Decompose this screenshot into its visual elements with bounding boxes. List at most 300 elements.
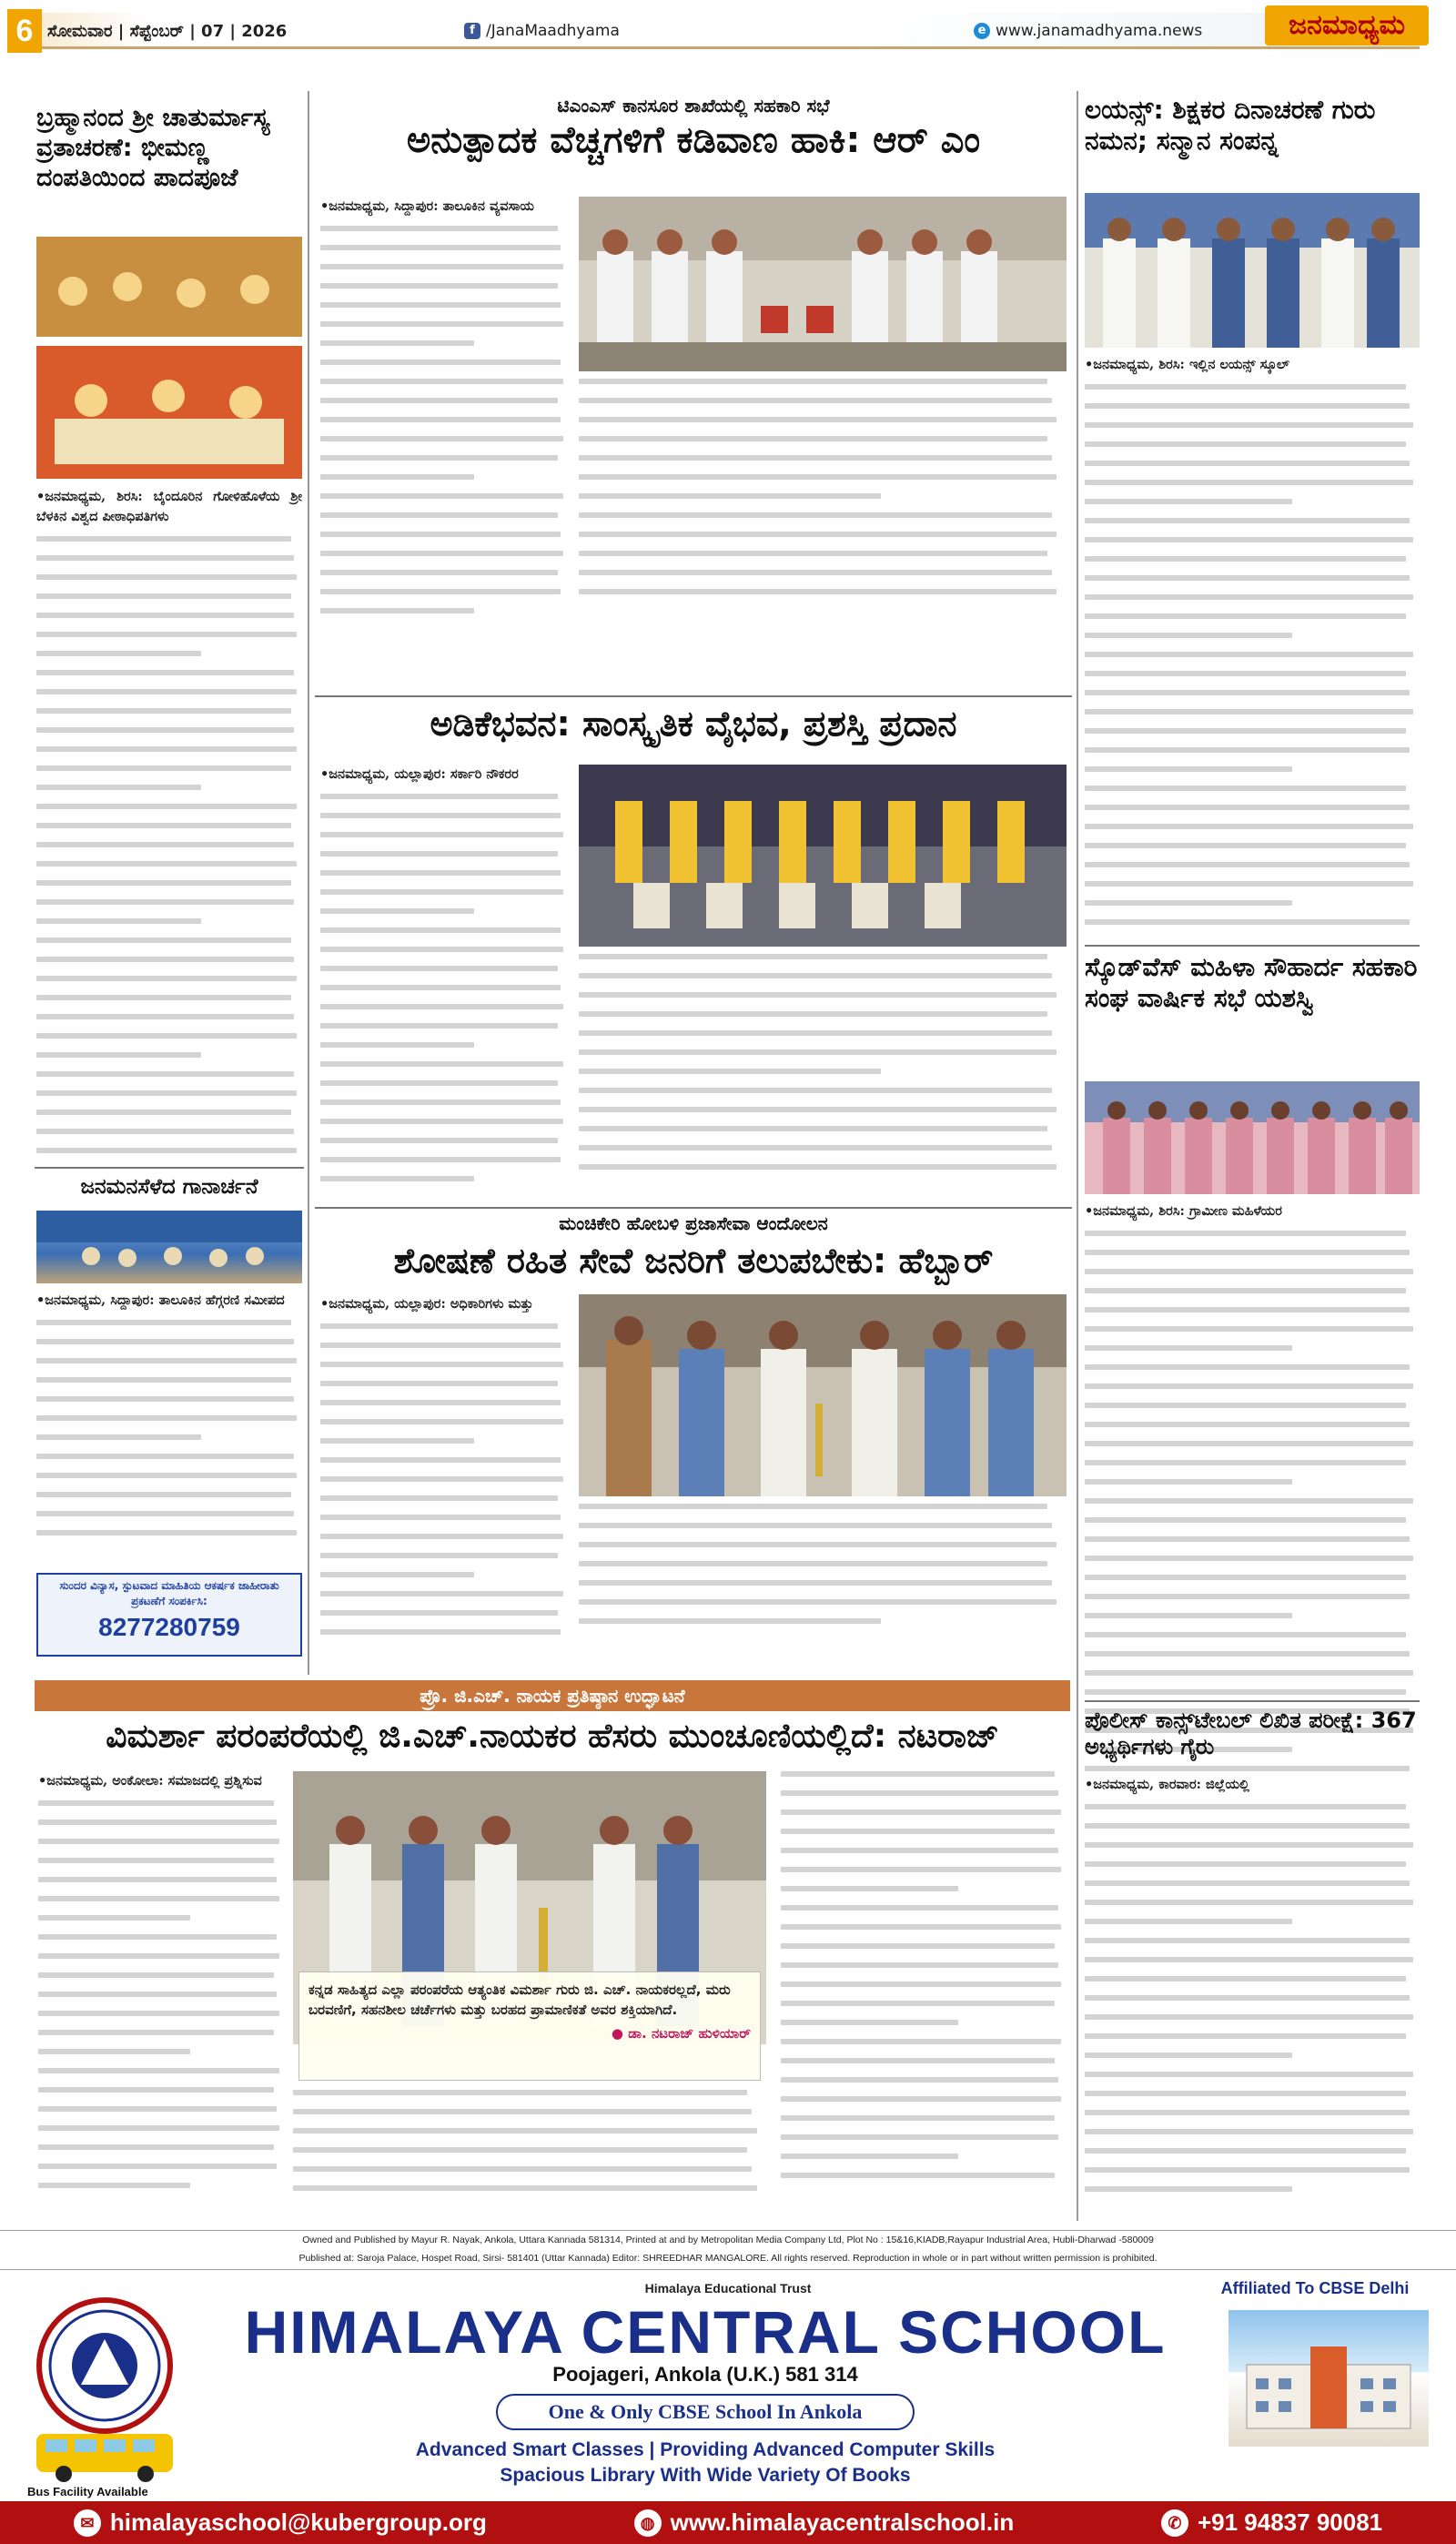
cooperative-society-photo <box>1085 1081 1420 1194</box>
text-line <box>579 1523 1052 1528</box>
text-line <box>1085 805 1410 810</box>
photo-caption-box <box>298 1971 761 2081</box>
text-line <box>1085 728 1406 734</box>
text-line <box>38 1972 274 1978</box>
text-line <box>36 861 297 867</box>
text-line <box>38 2183 190 2188</box>
text-line <box>781 1829 1055 1834</box>
story-title: ಲಯನ್ಸ್: ಶಿಕ್ಷಕರ ದಿನಾಚರಣೆ ಗುರು ನಮನ; ಸನ್ಮಾನ ಸಂಪನ್ನ <box>1085 95 1376 157</box>
text-line <box>38 2087 274 2093</box>
text-line <box>579 1107 1057 1112</box>
text-line <box>1085 1861 1406 1867</box>
text-line <box>36 1339 294 1344</box>
text-line <box>320 283 558 289</box>
imprint-line-1: Owned and Published by Mayur R. Nayak, Ankola, Uttara Kannada 581314, Printed at and by Metropolitan Media Company Ltd, Plot No : 15&16,KIADB,Rayapur Industrial Area, Hubli-Dharwad -580009 <box>302 2235 1154 2245</box>
text-line <box>781 2058 1055 2063</box>
cooperative-society-art <box>1085 1081 1420 1194</box>
story-text-lines <box>1085 1804 1420 2214</box>
text-line <box>1085 785 1406 791</box>
text-line <box>579 1126 1047 1131</box>
text-line <box>579 1561 1047 1566</box>
school-building-photo <box>1228 2310 1429 2447</box>
text-line <box>38 2106 277 2112</box>
text-line <box>1085 1517 1406 1523</box>
article-body <box>320 1294 568 1658</box>
text-line <box>320 1610 558 1616</box>
text-line <box>320 1323 558 1329</box>
text-line <box>36 746 297 752</box>
globe-icon: e <box>974 23 990 39</box>
text-line <box>781 2173 1055 2178</box>
text-line <box>320 947 563 952</box>
text-line <box>320 360 561 365</box>
text-line <box>320 1119 563 1124</box>
text-line <box>781 1867 1061 1872</box>
bus-icon <box>27 2428 191 2485</box>
story-lead: •ಜನಮಾಧ್ಯಮ, ಕಾರವಾರ: ಜಿಲ್ಲೆಯಲ್ಲಿ <box>1085 1777 1249 1792</box>
text-line <box>1085 556 1406 562</box>
article-body <box>320 765 568 1201</box>
text-line <box>36 670 294 675</box>
text-line <box>36 918 201 924</box>
article-text-lines <box>38 1800 284 2217</box>
text-line <box>38 1858 274 1863</box>
text-line <box>1085 2110 1410 2115</box>
text-line <box>36 613 294 618</box>
contact-strip <box>0 2501 1456 2544</box>
text-line <box>293 2128 757 2134</box>
text-line <box>293 2166 752 2172</box>
story-lead: •ಜನಮಾಧ್ಯಮ, ಶಿರಸಿ: ಗ್ರಾಮೀಣ ಮಹಿಳೆಯರ <box>1085 1203 1282 1219</box>
text-line <box>320 417 561 422</box>
text-line <box>293 2109 752 2114</box>
website-text: www.janamadhyama.news <box>996 22 1203 40</box>
caption-author: ● ಡಾ. ನಟರಾಜ್ ಹುಳಿಯಾರ್ <box>611 2025 751 2042</box>
text-line <box>320 1495 558 1501</box>
story-body <box>1085 1775 1420 2214</box>
text-line <box>1085 1288 1406 1293</box>
bus-icon-art <box>27 2428 191 2485</box>
text-line <box>36 555 294 561</box>
website-link[interactable] <box>974 22 1202 40</box>
text-line <box>36 1358 297 1363</box>
text-line <box>36 708 291 714</box>
article-lead: •ಜನಮಾಧ್ಯಮ, ಅಂಕೋಲಾ: ಸಮಾಜದಲ್ಲಿ ಪ್ರಶ್ನಿಸುವ <box>38 1773 262 1789</box>
text-line <box>36 1492 291 1497</box>
text-line <box>320 1042 474 1048</box>
ceremony-photo <box>36 237 302 479</box>
text-line <box>781 2039 1061 2044</box>
text-line <box>320 340 474 346</box>
text-line <box>1085 1670 1413 1676</box>
phone-text: +91 94837 90081 <box>1197 2509 1383 2536</box>
text-line <box>579 1599 1057 1605</box>
text-line <box>1085 2129 1413 2134</box>
text-line <box>1085 1938 1410 1943</box>
article-text-lines <box>293 2090 766 2208</box>
text-line <box>320 321 563 327</box>
text-line <box>781 2096 1061 2102</box>
text-line <box>36 765 291 771</box>
text-line <box>781 1809 1061 1815</box>
text-line <box>293 2185 757 2191</box>
article-divider <box>315 695 1072 697</box>
text-line <box>781 1790 1058 1796</box>
text-line <box>1085 2014 1413 2020</box>
text-line <box>1085 766 1292 772</box>
text-line <box>36 1148 297 1153</box>
article-headline: ಅಡಿಕೆಭವನ: ಸಾಂಸ್ಕೃತಿಕ ವೈಭವ, ಪ್ರಶಸ್ತಿ ಪ್ರದಾನ <box>430 704 957 744</box>
text-line <box>36 536 291 542</box>
article-lead: •ಜನಮಾಧ್ಯಮ, ಯಲ್ಲಾಪುರ: ಸರ್ಕಾರಿ ನೌಕರರ <box>320 766 519 782</box>
text-line <box>579 1164 1057 1170</box>
award-ceremony-art <box>579 765 1067 947</box>
text-line <box>320 398 558 403</box>
text-line <box>38 2030 274 2035</box>
text-line <box>579 398 1052 403</box>
text-line <box>36 1473 297 1478</box>
column-divider <box>308 91 309 1675</box>
text-line <box>1085 671 1406 676</box>
text-line <box>1085 1900 1413 1905</box>
article-body-cont <box>579 1504 1067 1658</box>
text-line <box>781 2077 1058 2083</box>
text-line <box>1085 2052 1292 2058</box>
text-line <box>781 2115 1055 2121</box>
article-text-lines <box>781 1771 1067 2208</box>
text-line <box>781 1943 1055 1949</box>
article-body-cont <box>579 379 1067 633</box>
phone-link[interactable] <box>1161 2509 1382 2537</box>
text-line <box>320 1553 558 1558</box>
text-line <box>38 2068 279 2073</box>
text-line <box>781 1905 1058 1911</box>
school-logo <box>36 2297 173 2434</box>
article-text-lines <box>579 379 1067 624</box>
text-line <box>1085 747 1410 753</box>
text-line <box>320 908 474 914</box>
text-line <box>579 1504 1047 1509</box>
text-line <box>320 1515 561 1520</box>
text-line <box>1085 1383 1413 1389</box>
story-body <box>1085 355 1420 938</box>
facebook-icon: f <box>464 23 480 39</box>
text-line <box>579 589 1057 594</box>
text-line <box>320 851 558 856</box>
text-line <box>1085 919 1410 925</box>
article-body-cont <box>293 2090 766 2217</box>
text-line <box>1085 1326 1413 1332</box>
text-line <box>320 1457 561 1463</box>
page-header <box>0 0 1456 73</box>
text-line <box>320 1004 563 1009</box>
text-line <box>1085 1804 1406 1809</box>
text-line <box>320 551 563 556</box>
text-line <box>1085 422 1413 428</box>
school-advertisement <box>0 2274 1456 2544</box>
text-line <box>579 532 1057 537</box>
text-line <box>1085 384 1406 390</box>
article-body <box>38 1771 284 2217</box>
text-line <box>320 794 558 799</box>
text-line <box>1085 461 1410 466</box>
text-line <box>38 1992 277 1997</box>
text-line <box>36 995 291 1000</box>
email-text: himalayaschool@kubergroup.org <box>109 2509 487 2536</box>
text-line <box>36 1434 201 1440</box>
text-line <box>36 574 297 580</box>
music-event-photo <box>36 1211 302 1283</box>
text-line <box>320 1438 474 1444</box>
article-text-lines <box>579 1504 1067 1649</box>
globe-icon: ◍ <box>634 2509 662 2537</box>
text-line <box>579 1088 1052 1093</box>
text-line <box>1085 2167 1410 2173</box>
text-line <box>38 1800 274 1806</box>
text-line <box>320 1400 561 1405</box>
article-text-lines <box>320 1323 568 1658</box>
text-line <box>38 2011 279 2016</box>
text-line <box>1085 1594 1410 1599</box>
text-line <box>579 1011 1047 1017</box>
text-line <box>1085 403 1410 409</box>
bottom-article <box>35 1680 1070 2226</box>
right-column <box>1085 91 1421 2221</box>
text-line <box>36 689 297 694</box>
text-line <box>579 973 1052 978</box>
article-text-lines <box>320 226 568 633</box>
text-line <box>36 1511 294 1516</box>
text-line <box>781 1924 1061 1930</box>
email-icon: ✉ <box>74 2509 101 2537</box>
story-lead: •ಜನಮಾಧ್ಯಮ, ಸಿದ್ದಾಪುರ: ತಾಲೂಕಿನ ಹೆಗ್ಗರಣಿ ಸಮೀಪದ <box>36 1292 285 1308</box>
text-line <box>320 1176 474 1181</box>
text-line <box>1085 1307 1410 1313</box>
text-line <box>320 832 563 837</box>
text-line <box>36 938 291 943</box>
article-text-lines <box>320 794 568 1201</box>
award-ceremony-photo <box>579 765 1067 947</box>
story-divider <box>1085 1700 1420 1702</box>
text-line <box>1085 2186 1292 2192</box>
story-title: ಬ್ರಹ್ಮಾನಂದ ಶ್ರೀ ಚಾತುರ್ಮಾಸ್ಯ ವ್ರತಾಚರಣೆ: ಭೀಮಣ್ಣ ದಂಪತಿಯಿಂದ ಪಾದಪೂಜೆ <box>36 104 270 192</box>
page-number: 6 <box>7 9 42 53</box>
left-column <box>35 100 306 1666</box>
text-line <box>579 1580 1052 1586</box>
text-line <box>293 2090 747 2095</box>
text-line <box>1085 518 1410 523</box>
text-line <box>36 1530 297 1536</box>
text-line <box>36 1396 294 1402</box>
text-line <box>36 1052 201 1058</box>
text-line <box>38 1819 277 1825</box>
text-line <box>38 1877 277 1882</box>
text-line <box>320 608 474 613</box>
text-line <box>320 589 561 594</box>
text-line <box>38 1953 279 1959</box>
cooperative-meeting-art <box>579 197 1067 371</box>
text-line <box>320 1023 558 1029</box>
text-line <box>36 1071 294 1077</box>
text-line <box>1085 1269 1413 1274</box>
text-line <box>36 1014 294 1019</box>
text-line <box>1085 441 1406 447</box>
article-body-cont <box>579 954 1067 1201</box>
column-divider <box>1077 91 1078 2221</box>
text-line <box>36 842 294 847</box>
social-handle[interactable] <box>464 22 620 40</box>
text-line <box>1085 652 1413 657</box>
school-logo-emblem <box>42 2303 167 2428</box>
ad-feature: Advanced Smart Classes | Providing Advanced Computer Skills <box>415 2439 996 2460</box>
story-body <box>1085 1201 1420 1784</box>
text-line <box>1085 1651 1410 1657</box>
story-text-lines <box>36 536 302 1161</box>
text-line <box>36 899 294 905</box>
text-line <box>36 727 294 733</box>
article-kicker: ಮಂಚಿಕೇರಿ ಹೋಬಳಿ ಪ್ರಜಾಸೇವಾ ಆಂದೋಲನ <box>559 1212 828 1234</box>
text-line <box>320 985 561 990</box>
story-lead: •ಜನಮಾಧ್ಯಮ, ಶಿರಸಿ: ಬೈಂದೂರಿನ ಗೋಳಿಹೊಳೆಯ ಶ್ರೀ ಬೆಳಕಿನ ವಿಶ್ವದ ಪೀಠಾಧಿಪತಿಗಳು <box>36 489 302 524</box>
text-line <box>1085 1364 1410 1370</box>
website-link[interactable] <box>634 2509 1015 2537</box>
text-line <box>293 2147 747 2153</box>
text-line <box>320 1100 561 1105</box>
text-line <box>781 1962 1058 1968</box>
text-line <box>1085 575 1410 581</box>
text-line <box>320 436 563 441</box>
text-line <box>320 493 563 499</box>
email-link[interactable] <box>74 2509 487 2537</box>
text-line <box>1085 1842 1413 1848</box>
text-line <box>579 954 1047 959</box>
text-line <box>36 1454 294 1459</box>
text-line <box>781 2001 1055 2006</box>
text-line <box>1085 594 1413 600</box>
story-divider <box>1085 945 1420 947</box>
text-line <box>1085 1479 1292 1485</box>
text-line <box>36 785 201 790</box>
bus-facility-text: Bus Facility Available <box>27 2485 148 2498</box>
story-lead: •ಜನಮಾಧ್ಯಮ, ಶಿರಸಿ: ಇಲ್ಲಿನ ಲಯನ್ಸ್ ಸ್ಕೂಲ್ <box>1085 357 1289 372</box>
text-line <box>320 226 558 231</box>
dateline: ಸೋಮವಾರ | ಸೆಪ್ಟೆಂಬರ್ | 07 | 2026 <box>47 22 288 41</box>
text-line <box>320 1591 563 1596</box>
story-title: ಪೊಲೀಸ್ ಕಾನ್ಸ್‌ಟೇಬಲ್ ಲಿಖಿತ ಪರೀಕ್ಷೆ: 367 ಅಭ್ಯರ್ಥಿಗಳು ಗೈರು <box>1085 1708 1417 1760</box>
text-line <box>36 1415 297 1421</box>
text-line <box>1085 633 1292 638</box>
story-text-lines <box>1085 384 1420 938</box>
text-line <box>320 1476 563 1482</box>
text-line <box>781 2134 1058 2140</box>
text-line <box>36 1377 291 1383</box>
text-line <box>1085 1957 1413 1962</box>
text-line <box>1085 1231 1406 1236</box>
text-line <box>579 512 1052 518</box>
photo-caption: ಕನ್ನಡ ಸಾಹಿತ್ಯದ ಎಲ್ಲಾ ಪರಂಪರೆಯ ಆತ್ಯಂತಿಕ ವಿಮರ್ಶಾ ಗುರು ಜಿ. ಎಚ್. ನಾಯಕರಲ್ಲದೆ, ಮರು ಬರವಣಿಗೆ, ಸಹನಶೀಲ ಚರ್ಚೆಗಳು ಮತ್ತು ಬರಹದ ಪ್ರಾಮಾಣಿಕತೆ ಅವರ ಶಕ್ತಿಯಾಗಿದೆ. <box>308 1981 731 2018</box>
text-line <box>36 1129 294 1134</box>
text-line <box>320 1157 561 1162</box>
social-handle-text: /JanaMaadhyama <box>486 22 620 40</box>
text-line <box>320 570 558 575</box>
ad-feature: Spacious Library With Wide Variety Of Books <box>500 2465 911 2486</box>
ceremony-photo-art <box>36 237 302 479</box>
text-line <box>320 1061 563 1067</box>
text-line <box>320 512 558 518</box>
text-line <box>320 1362 563 1367</box>
text-line <box>36 1320 291 1325</box>
text-line <box>320 1629 561 1635</box>
teachers-day-art <box>1085 193 1420 348</box>
text-line <box>1085 1689 1406 1695</box>
school-tagline: One & Only CBSE School In Ankola <box>496 2394 915 2430</box>
text-line <box>320 1572 474 1577</box>
text-line <box>579 1542 1057 1547</box>
text-line <box>38 1896 279 1901</box>
ad-contact-box <box>36 1573 302 1657</box>
text-line <box>781 1771 1055 1777</box>
music-event-art <box>36 1211 302 1283</box>
text-line <box>36 1033 297 1039</box>
story-body <box>36 1291 302 1564</box>
masthead-logo: ಜನಮಾಧ್ಯಮ <box>1265 5 1429 46</box>
text-line <box>579 1618 881 1624</box>
text-line <box>36 593 291 599</box>
ad-trust-name: Himalaya Educational Trust <box>644 2281 812 2296</box>
text-line <box>320 1419 563 1424</box>
text-line <box>579 379 1047 384</box>
text-line <box>36 1090 297 1096</box>
text-line <box>1085 480 1413 485</box>
text-line <box>579 1049 1057 1055</box>
text-line <box>36 804 297 809</box>
text-line <box>320 1534 563 1539</box>
text-line <box>1085 1536 1410 1542</box>
text-line <box>1085 537 1413 542</box>
article-body-cont <box>781 1771 1067 2217</box>
text-line <box>781 2020 958 2025</box>
text-line <box>38 1934 277 1940</box>
text-line <box>579 493 881 499</box>
story-text-lines <box>36 1320 302 1564</box>
text-line <box>320 889 563 895</box>
text-line <box>1085 1613 1292 1618</box>
ad-affiliation: Affiliated To CBSE Delhi <box>1220 2279 1410 2297</box>
text-line <box>36 957 294 962</box>
school-name: HIMALAYA CENTRAL SCHOOL <box>244 2298 1167 2366</box>
article-headline: ಶೋಷಣೆ ರಹಿತ ಸೇವೆ ಜನರಿಗೆ ತಲುಪಬೇಕು: ಹೆಬ್ಬಾರ್ <box>393 1241 994 1281</box>
text-line <box>1085 1880 1410 1886</box>
text-line <box>1085 843 1406 848</box>
ad-contact-phone[interactable]: 8277280759 <box>98 1613 240 1641</box>
school-building-art <box>1228 2310 1429 2447</box>
school-address: Poojageri, Ankola (U.K.) 581 314 <box>552 2363 858 2386</box>
text-line <box>1085 1575 1406 1580</box>
article-body <box>320 197 568 633</box>
text-line <box>1085 690 1410 695</box>
text-line <box>320 1343 561 1348</box>
text-line <box>579 436 1047 441</box>
text-line <box>781 1886 958 1891</box>
text-line <box>579 992 1057 998</box>
website-text: www.himalayacentralschool.in <box>670 2509 1015 2536</box>
text-line <box>1085 1766 1410 1771</box>
story-body <box>36 487 302 1161</box>
text-line <box>1085 1345 1292 1351</box>
text-line <box>320 245 561 250</box>
ad-contact-text: ಸುಂದರ ವಿನ್ಯಾಸ, ಸ್ಪುಟವಾದ ಮಾಹಿತಿಯ ಆಕರ್ಷಕ ಜಾಹೀರಾತು ಪ್ರಕಟಣೆಗೆ ಸಂಪರ್ಕಿಸಿ: <box>59 1579 279 1607</box>
text-line <box>781 1848 1058 1853</box>
